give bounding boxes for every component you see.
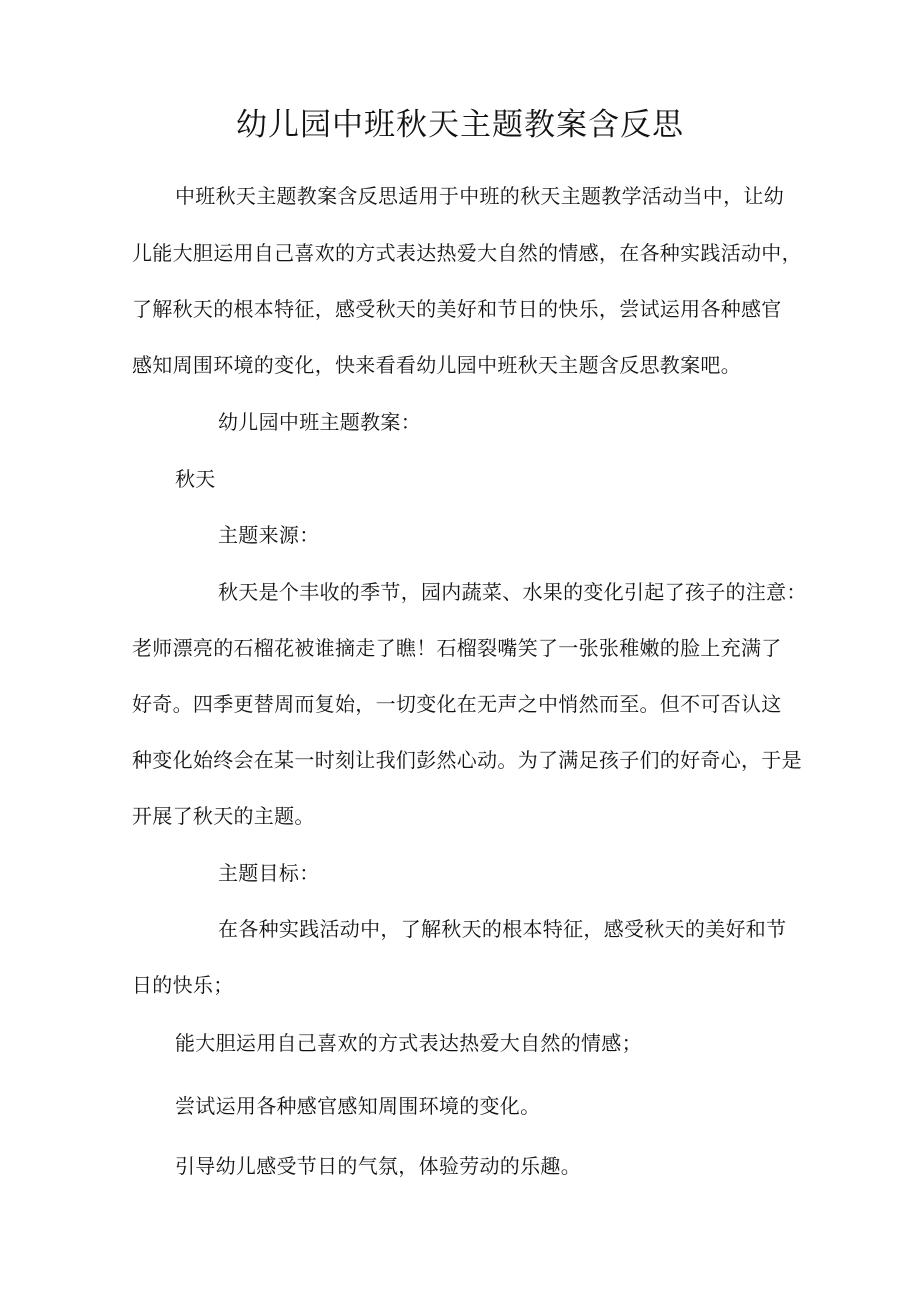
goal-item-3: 引导幼儿感受节日的气氛，体验劳动的乐趣。 xyxy=(175,1154,581,1178)
goal-line-2: 日的快乐； xyxy=(132,973,234,997)
intro-line-2: 儿能大胆运用自己喜欢的方式表达热爱大自然的情感，在各种实践活动中， xyxy=(132,241,802,265)
intro-line-3: 了解秋天的根本特征，感受秋天的美好和节日的快乐，尝试运用各种感官 xyxy=(132,297,782,321)
source-line-3: 好奇。四季更替周而复始，一切变化在无声之中悄然而至。但不可否认这 xyxy=(132,692,782,716)
intro-line-4: 感知周围环境的变化，快来看看幼儿园中班秋天主题含反思教案吧。 xyxy=(132,353,741,377)
source-line-2: 老师漂亮的石榴花被谁摘走了瞧！石榴裂嘴笑了一张张稚嫩的脸上充满了 xyxy=(132,636,782,660)
source-line-5: 开展了秋天的主题。 xyxy=(132,804,315,828)
goal-item-2: 尝试运用各种感官感知周围环境的变化。 xyxy=(175,1094,541,1118)
section-heading: 幼儿园中班主题教案： xyxy=(218,410,421,434)
intro-line-1: 中班秋天主题教案含反思适用于中班的秋天主题教学活动当中，让幼 xyxy=(175,184,784,208)
source-line-1: 秋天是个丰收的季节，园内蔬菜、水果的变化引起了孩子的注意： xyxy=(218,580,807,604)
document-title: 幼儿园中班秋天主题教案含反思 xyxy=(236,107,684,143)
goal-heading: 主题目标： xyxy=(218,861,320,885)
topic-label: 秋天 xyxy=(175,467,216,491)
goal-line-1: 在各种实践活动中，了解秋天的根本特征，感受秋天的美好和节 xyxy=(218,917,787,941)
goal-item-1: 能大胆运用自己喜欢的方式表达热爱大自然的情感； xyxy=(175,1031,642,1055)
source-line-4: 种变化始终会在某一时刻让我们彭然心动。为了满足孩子们的好奇心，于是 xyxy=(132,748,802,772)
source-heading: 主题来源： xyxy=(218,523,320,547)
